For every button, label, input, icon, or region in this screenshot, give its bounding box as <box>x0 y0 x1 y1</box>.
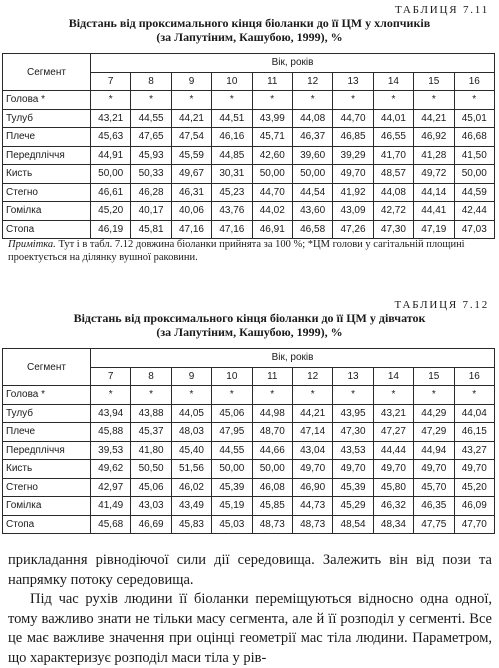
value-cell: 44,21 <box>171 109 211 128</box>
table-row <box>3 423 495 442</box>
age-col-header: 16 <box>454 72 494 91</box>
value-cell: 46,61 <box>91 183 131 202</box>
value-cell: 45,80 <box>373 478 413 497</box>
value-cell: 45,85 <box>252 497 292 516</box>
value-cell: 45,37 <box>131 423 171 442</box>
value-cell: 43,88 <box>131 404 171 423</box>
value-cell: 48,70 <box>252 423 292 442</box>
value-cell: 43,09 <box>333 202 373 221</box>
value-cell: 43,76 <box>212 202 252 221</box>
value-cell: 50,00 <box>454 165 494 184</box>
segment-cell: Стегно <box>3 183 91 202</box>
value-cell: 43,03 <box>131 497 171 516</box>
value-cell: 46,02 <box>171 478 211 497</box>
value-cell: 46,37 <box>292 128 332 147</box>
value-cell: 49,70 <box>333 460 373 479</box>
value-cell: 45,83 <box>171 515 211 534</box>
note-text: Тут і в табл. 7.12 довжина біоланки прийнята за 100 %; *ЦМ голови у сагітальній площині проектується на ділянку вушної раковини. <box>8 239 465 263</box>
table-7-12-title-line1: Відстань від проксимального кінця біоланки до її ЦМ у дівчаток <box>73 311 426 325</box>
value-cell: 45,23 <box>212 183 252 202</box>
value-cell: 46,19 <box>91 220 131 239</box>
value-cell: 47,26 <box>333 220 373 239</box>
value-cell: 44,04 <box>454 404 494 423</box>
value-cell: 44,66 <box>252 441 292 460</box>
table-7-12-title <box>0 311 499 339</box>
age-col-header: 15 <box>414 367 454 386</box>
table-note <box>8 238 494 264</box>
value-cell: 45,20 <box>91 202 131 221</box>
value-cell: * <box>171 386 211 405</box>
value-cell: 45,40 <box>171 441 211 460</box>
value-cell: 44,21 <box>292 404 332 423</box>
value-cell: * <box>131 386 171 405</box>
value-cell: 42,97 <box>91 478 131 497</box>
age-col-header: 14 <box>373 72 413 91</box>
value-cell: * <box>171 91 211 110</box>
value-cell: 30,31 <box>212 165 252 184</box>
value-cell: 46,92 <box>414 128 454 147</box>
segment-cell: Стопа <box>3 515 91 534</box>
age-col-header: 14 <box>373 367 413 386</box>
value-cell: 39,53 <box>91 441 131 460</box>
value-cell: 46,68 <box>454 128 494 147</box>
value-cell: 44,55 <box>212 441 252 460</box>
value-cell: 43,27 <box>454 441 494 460</box>
value-cell: * <box>454 386 494 405</box>
segment-header: Сегмент <box>3 349 91 386</box>
value-cell: 48,03 <box>171 423 211 442</box>
value-cell: 44,70 <box>252 183 292 202</box>
value-cell: 46,35 <box>414 497 454 516</box>
value-cell: 39,29 <box>333 146 373 165</box>
age-col-header: 15 <box>414 72 454 91</box>
table-row <box>3 146 495 165</box>
value-cell: 50,00 <box>252 165 292 184</box>
table-row <box>3 497 495 516</box>
segment-header: Сегмент <box>3 54 91 91</box>
value-cell: 45,81 <box>131 220 171 239</box>
value-cell: 47,95 <box>212 423 252 442</box>
body-text <box>8 551 492 668</box>
value-cell: 43,53 <box>333 441 373 460</box>
value-cell: 44,51 <box>212 109 252 128</box>
value-cell: 48,34 <box>373 515 413 534</box>
value-cell: 50,33 <box>131 165 171 184</box>
value-cell: 44,44 <box>373 441 413 460</box>
value-cell: 46,85 <box>333 128 373 147</box>
value-cell: 46,91 <box>252 220 292 239</box>
value-cell: * <box>373 386 413 405</box>
table-row <box>3 165 495 184</box>
value-cell: 45,29 <box>333 497 373 516</box>
value-cell: 40,06 <box>171 202 211 221</box>
value-cell: 47,27 <box>373 423 413 442</box>
value-cell: 47,19 <box>414 220 454 239</box>
value-cell: 46,90 <box>292 478 332 497</box>
value-cell: 45,06 <box>212 404 252 423</box>
value-cell: 45,06 <box>131 478 171 497</box>
value-cell: 46,08 <box>252 478 292 497</box>
table-7-11 <box>2 53 495 239</box>
table-7-11-title-line2: (за Лапутіним, Кашубою, 1999), % <box>156 30 343 44</box>
value-cell: 44,59 <box>454 183 494 202</box>
age-header: Вік, років <box>91 349 495 368</box>
value-cell: 45,39 <box>333 478 373 497</box>
value-cell: 43,95 <box>333 404 373 423</box>
value-cell: * <box>131 91 171 110</box>
age-col-header: 10 <box>212 72 252 91</box>
age-col-header: 13 <box>333 367 373 386</box>
value-cell: 44,54 <box>292 183 332 202</box>
value-cell: 47,16 <box>171 220 211 239</box>
value-cell: 45,93 <box>131 146 171 165</box>
segment-cell: Гомілка <box>3 497 91 516</box>
value-cell: 44,01 <box>373 109 413 128</box>
value-cell: 44,41 <box>414 202 454 221</box>
value-cell: 46,31 <box>171 183 211 202</box>
segment-cell: Гомілка <box>3 202 91 221</box>
value-cell: 44,91 <box>91 146 131 165</box>
value-cell: 44,55 <box>131 109 171 128</box>
value-cell: 47,14 <box>292 423 332 442</box>
value-cell: 48,73 <box>292 515 332 534</box>
value-cell: 50,00 <box>292 165 332 184</box>
value-cell: 47,65 <box>131 128 171 147</box>
value-cell: * <box>414 386 454 405</box>
table-row <box>3 109 495 128</box>
value-cell: 46,58 <box>292 220 332 239</box>
value-cell: 47,16 <box>212 220 252 239</box>
value-cell: 49,72 <box>414 165 454 184</box>
age-col-header: 12 <box>292 367 332 386</box>
table-row <box>3 460 495 479</box>
value-cell: 41,50 <box>454 146 494 165</box>
table-row <box>3 183 495 202</box>
table-row <box>3 478 495 497</box>
value-cell: 47,29 <box>414 423 454 442</box>
value-cell: 50,00 <box>91 165 131 184</box>
value-cell: 46,15 <box>454 423 494 442</box>
table-row <box>3 515 495 534</box>
age-col-header: 9 <box>171 72 211 91</box>
age-col-header: 16 <box>454 367 494 386</box>
segment-cell: Передпліччя <box>3 441 91 460</box>
value-cell: 44,14 <box>414 183 454 202</box>
value-cell: * <box>91 386 131 405</box>
value-cell: 50,00 <box>252 460 292 479</box>
segment-cell: Кисть <box>3 460 91 479</box>
age-col-header: 7 <box>91 367 131 386</box>
value-cell: 44,94 <box>414 441 454 460</box>
paragraph-1: прикладання рівнодіючої сили дії середовища. Залежить він від пози та напрямку потоку середовища. <box>8 552 492 588</box>
value-cell: * <box>414 91 454 110</box>
value-cell: 47,03 <box>454 220 494 239</box>
value-cell: 48,73 <box>252 515 292 534</box>
age-col-header: 9 <box>171 367 211 386</box>
segment-cell: Плече <box>3 128 91 147</box>
value-cell: 43,21 <box>91 109 131 128</box>
value-cell: 49,62 <box>91 460 131 479</box>
table-row <box>3 91 495 110</box>
value-cell: 48,57 <box>373 165 413 184</box>
age-col-header: 8 <box>131 72 171 91</box>
value-cell: 46,55 <box>373 128 413 147</box>
table-7-11-label: ТАБЛИЦЯ 7.11 <box>394 4 489 16</box>
value-cell: * <box>454 91 494 110</box>
age-header: Вік, років <box>91 54 495 73</box>
value-cell: * <box>212 91 252 110</box>
value-cell: 43,60 <box>292 202 332 221</box>
value-cell: 46,09 <box>454 497 494 516</box>
value-cell: 43,49 <box>171 497 211 516</box>
value-cell: 43,94 <box>91 404 131 423</box>
value-cell: 50,50 <box>131 460 171 479</box>
value-cell: 49,70 <box>454 460 494 479</box>
value-cell: 46,32 <box>373 497 413 516</box>
value-cell: 44,98 <box>252 404 292 423</box>
value-cell: 43,99 <box>252 109 292 128</box>
segment-cell: Стегно <box>3 478 91 497</box>
table-row <box>3 441 495 460</box>
value-cell: 40,17 <box>131 202 171 221</box>
table-7-11-title <box>0 16 499 44</box>
value-cell: 45,88 <box>91 423 131 442</box>
value-cell: 44,02 <box>252 202 292 221</box>
value-cell: 47,75 <box>414 515 454 534</box>
value-cell: * <box>292 386 332 405</box>
table-7-12-label: ТАБЛИЦЯ 7.12 <box>394 299 489 311</box>
age-col-header: 12 <box>292 72 332 91</box>
value-cell: 45,68 <box>91 515 131 534</box>
value-cell: * <box>252 91 292 110</box>
value-cell: 46,69 <box>131 515 171 534</box>
value-cell: 42,72 <box>373 202 413 221</box>
segment-cell: Голова * <box>3 91 91 110</box>
value-cell: 44,08 <box>292 109 332 128</box>
value-cell: 45,59 <box>171 146 211 165</box>
value-cell: 39,60 <box>292 146 332 165</box>
table-7-12-title-line2: (за Лапутіним, Кашубою, 1999), % <box>156 325 343 339</box>
value-cell: 44,21 <box>414 109 454 128</box>
age-col-header: 10 <box>212 367 252 386</box>
value-cell: 45,39 <box>212 478 252 497</box>
value-cell: 41,70 <box>373 146 413 165</box>
table-row <box>3 128 495 147</box>
value-cell: 45,71 <box>252 128 292 147</box>
value-cell: 48,54 <box>333 515 373 534</box>
age-col-header: 11 <box>252 72 292 91</box>
value-cell: 41,28 <box>414 146 454 165</box>
table-row <box>3 386 495 405</box>
value-cell: 49,70 <box>292 460 332 479</box>
value-cell: 49,67 <box>171 165 211 184</box>
value-cell: 45,19 <box>212 497 252 516</box>
table-row <box>3 404 495 423</box>
segment-cell: Тулуб <box>3 404 91 423</box>
value-cell: 47,54 <box>171 128 211 147</box>
value-cell: 49,70 <box>333 165 373 184</box>
value-cell: 42,60 <box>252 146 292 165</box>
value-cell: 50,00 <box>212 460 252 479</box>
segment-cell: Кисть <box>3 165 91 184</box>
value-cell: * <box>333 386 373 405</box>
value-cell: 42,44 <box>454 202 494 221</box>
table-row <box>3 220 495 239</box>
value-cell: * <box>212 386 252 405</box>
value-cell: 43,04 <box>292 441 332 460</box>
value-cell: 49,70 <box>373 460 413 479</box>
value-cell: * <box>373 91 413 110</box>
value-cell: 41,49 <box>91 497 131 516</box>
value-cell: 43,21 <box>373 404 413 423</box>
value-cell: * <box>292 91 332 110</box>
value-cell: 45,63 <box>91 128 131 147</box>
value-cell: 45,01 <box>454 109 494 128</box>
value-cell: 49,70 <box>414 460 454 479</box>
age-col-header: 7 <box>91 72 131 91</box>
table-row <box>3 202 495 221</box>
age-col-header: 8 <box>131 367 171 386</box>
value-cell: 44,08 <box>373 183 413 202</box>
value-cell: 44,70 <box>333 109 373 128</box>
value-cell: 47,70 <box>454 515 494 534</box>
note-label: Примітка. <box>8 239 56 250</box>
value-cell: 44,85 <box>212 146 252 165</box>
value-cell: 44,29 <box>414 404 454 423</box>
value-cell: 41,92 <box>333 183 373 202</box>
value-cell: * <box>91 91 131 110</box>
value-cell: 45,70 <box>414 478 454 497</box>
segment-cell: Передпліччя <box>3 146 91 165</box>
age-col-header: 13 <box>333 72 373 91</box>
value-cell: 47,30 <box>333 423 373 442</box>
value-cell: 47,30 <box>373 220 413 239</box>
value-cell: 46,28 <box>131 183 171 202</box>
value-cell: * <box>333 91 373 110</box>
paragraph-2: Під час рухів людини її біоланки переміщуються відносно одна одної, тому важливо знати не тільки масу сегмента, але й її розподіл у сегменті. Все це має важливе значення при оцінці геометрії мас тіла людини. Параметром, що характеризує розподіл маси тіла у рів- <box>8 591 492 666</box>
segment-cell: Стопа <box>3 220 91 239</box>
age-col-header: 11 <box>252 367 292 386</box>
value-cell: * <box>252 386 292 405</box>
value-cell: 51,56 <box>171 460 211 479</box>
segment-cell: Тулуб <box>3 109 91 128</box>
value-cell: 45,20 <box>454 478 494 497</box>
table-7-12 <box>2 348 495 534</box>
value-cell: 44,73 <box>292 497 332 516</box>
table-7-11-title-line1: Відстань від проксимального кінця біоланки до її ЦМ у хлопчиків <box>68 16 431 30</box>
value-cell: 46,16 <box>212 128 252 147</box>
value-cell: 41,80 <box>131 441 171 460</box>
value-cell: 45,03 <box>212 515 252 534</box>
value-cell: 44,05 <box>171 404 211 423</box>
segment-cell: Голова * <box>3 386 91 405</box>
segment-cell: Плече <box>3 423 91 442</box>
